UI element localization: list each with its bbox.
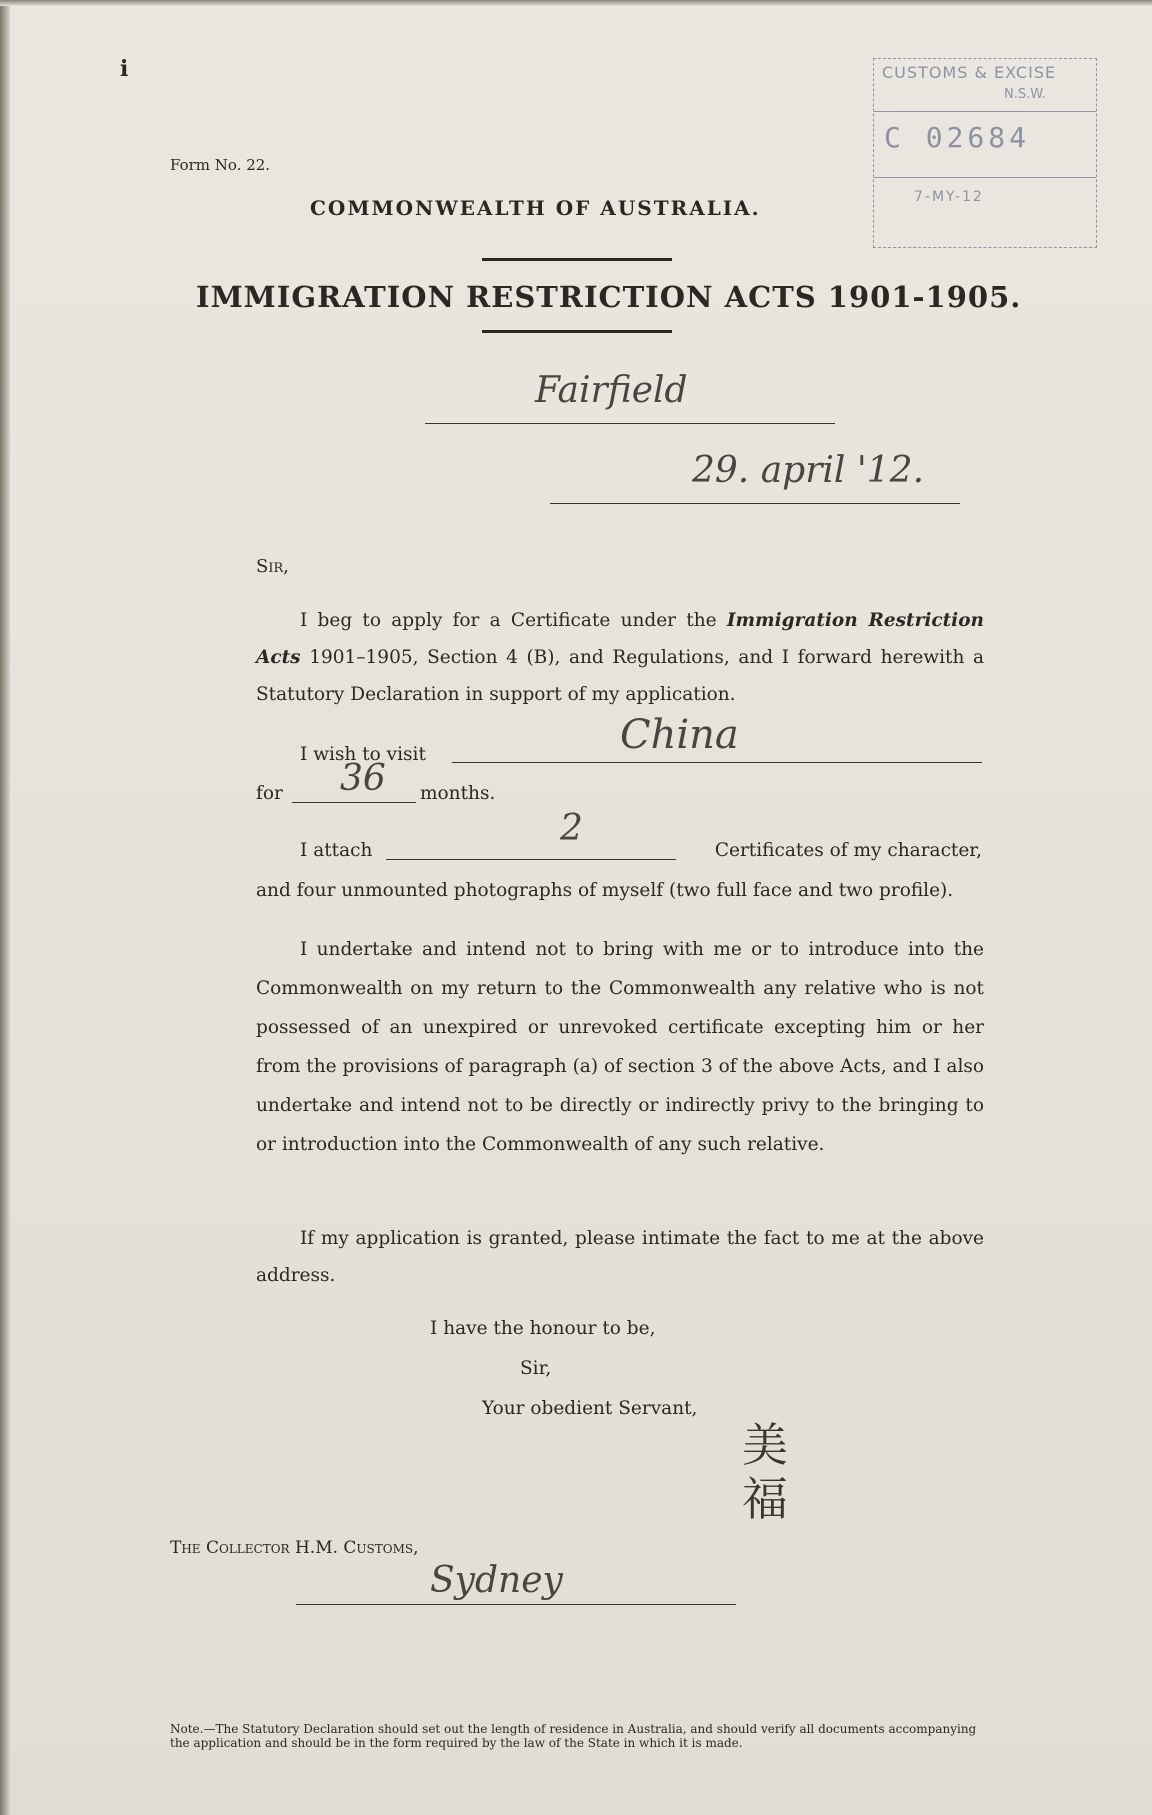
visit-value: China [620,712,739,758]
stamp-number: C 02684 [884,121,1031,154]
addressee-city: Sydney [430,1560,563,1601]
address-date: 29. april '12. [692,450,925,491]
attach-value: 2 [560,808,583,849]
stamp-divider [874,177,1096,178]
customs-stamp [873,58,1097,248]
heading-rule [482,330,672,333]
salutation: Sir, [256,556,289,577]
visit-label: I wish to visit [300,744,426,765]
address-place-line [425,415,835,424]
address-date-line [550,495,960,504]
attach-line [386,853,676,860]
months-label: months. [420,783,496,804]
p1-text-a: I beg to apply for a Certificate under the [300,610,727,631]
acts-title: IMMIGRATION RESTRICTION ACTS 1901-1905. [196,280,1022,314]
closing-servant: Your obedient Servant, [482,1398,698,1419]
commonwealth-heading: COMMONWEALTH OF AUSTRALIA. [310,196,761,220]
stamp-line1: CUSTOMS & EXCISE [882,63,1057,82]
page-edge-shadow [0,0,10,1815]
addressee: The Collector H.M. Customs, [170,1538,419,1558]
for-value: 36 [340,758,386,799]
stamp-line2: N.S.W. [1004,87,1046,102]
stamp-divider [874,111,1096,112]
address-place: Fairfield [535,370,688,411]
heading-rule [482,258,672,261]
attach-line2: and four unmounted photographs of myself (two full face and two profile). [256,880,954,901]
chinese-signature: 美 福 [742,1418,788,1526]
for-label: for [256,783,283,804]
p1-acts-italic: Immigration Restriction Acts [256,610,985,668]
paragraph-undertaking: I undertake and intend not to bring with me or to introduce into the Commonwealth on my return to the Commonwealth any relative who is not possessed of an unexpired or unrevoked certificate excepting him or her from the provisions of paragraph (a) of section 3 of the above Acts, and I also undertake and intend not to be directly or indirectly privy to the bringing to or introduction into the Commonwealth of any such relative. [256,939,984,1155]
attach-label: I attach [300,840,373,861]
p1-text-b: 1901–1905, Section 4 (B), and Regulations, and I forward herewith a Statutory Declaration in support of my application. [256,647,984,705]
form-number: Form No. 22. [170,156,271,174]
footnote: Note.—The Statutory Declaration should set out the length of residence in Australia, and should verify all documents accompanying the application and should be in the form required by the law of the State in which it is made. [170,1722,977,1750]
attach-suffix: Certificates of my character, [714,840,982,861]
paragraph-granted: If my application is granted, please intimate the fact to me at the above address. [256,1228,984,1286]
page-top-shadow [0,0,1152,6]
stamp-date: 7-MY-12 [914,189,984,205]
closing-sir: Sir, [520,1358,552,1379]
closing-honour: I have the honour to be, [430,1318,656,1339]
paragraph-application [256,602,984,713]
margin-mark: i [120,56,129,82]
